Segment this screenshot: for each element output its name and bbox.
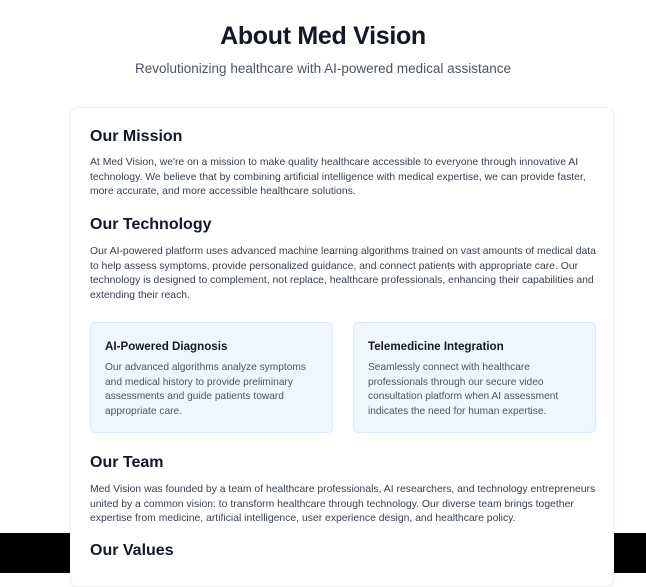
feature-card-ai-diagnosis bbox=[90, 322, 333, 433]
feature-title: AI-Powered Diagnosis bbox=[105, 340, 228, 353]
technology-heading: Our Technology bbox=[90, 216, 212, 233]
feature-card-telemedicine bbox=[353, 322, 596, 433]
feature-text: Seamlessly connect with healthcare professionals through our secure video consultation platform when AI assessment indicates the need for human expertise. bbox=[368, 362, 559, 417]
mission-body: At Med Vision, we're on a mission to make quality healthcare accessible to everyone through innovative AI technology. We believe that by combining artificial intelligence with medical expertise, we can provide faster, more accurate, and more accessible healthcare solutions. bbox=[90, 157, 586, 198]
feature-title: Telemedicine Integration bbox=[368, 340, 504, 353]
feature-text: Our advanced algorithms analyze symptoms and medical history to provide preliminary assessments and guide patients toward appropriate care. bbox=[105, 362, 307, 417]
team-body: Med Vision was founded by a team of healthcare professionals, AI researchers, and technology entrepreneurs united by a common vision: to transform healthcare through technology. Our diverse team brings together expertise from medicine, artificial intelligence, user experience design, and healthcare policy. bbox=[90, 484, 596, 525]
values-heading: Our Values bbox=[90, 542, 174, 559]
mission-heading: Our Mission bbox=[90, 128, 183, 145]
technology-body: Our AI-powered platform uses advanced machine learning algorithms trained on vast amounts of medical data to help assess symptoms, provide personalized guidance, and connect patients with appropriate care. Our technology is designed to complement, not replace, healthcare professionals, enhancing their capabilities and extending their reach. bbox=[90, 246, 596, 302]
page-title: About Med Vision bbox=[220, 22, 426, 50]
team-heading: Our Team bbox=[90, 454, 164, 471]
page-subtitle: Revolutionizing healthcare with AI-powered medical assistance bbox=[135, 61, 511, 76]
